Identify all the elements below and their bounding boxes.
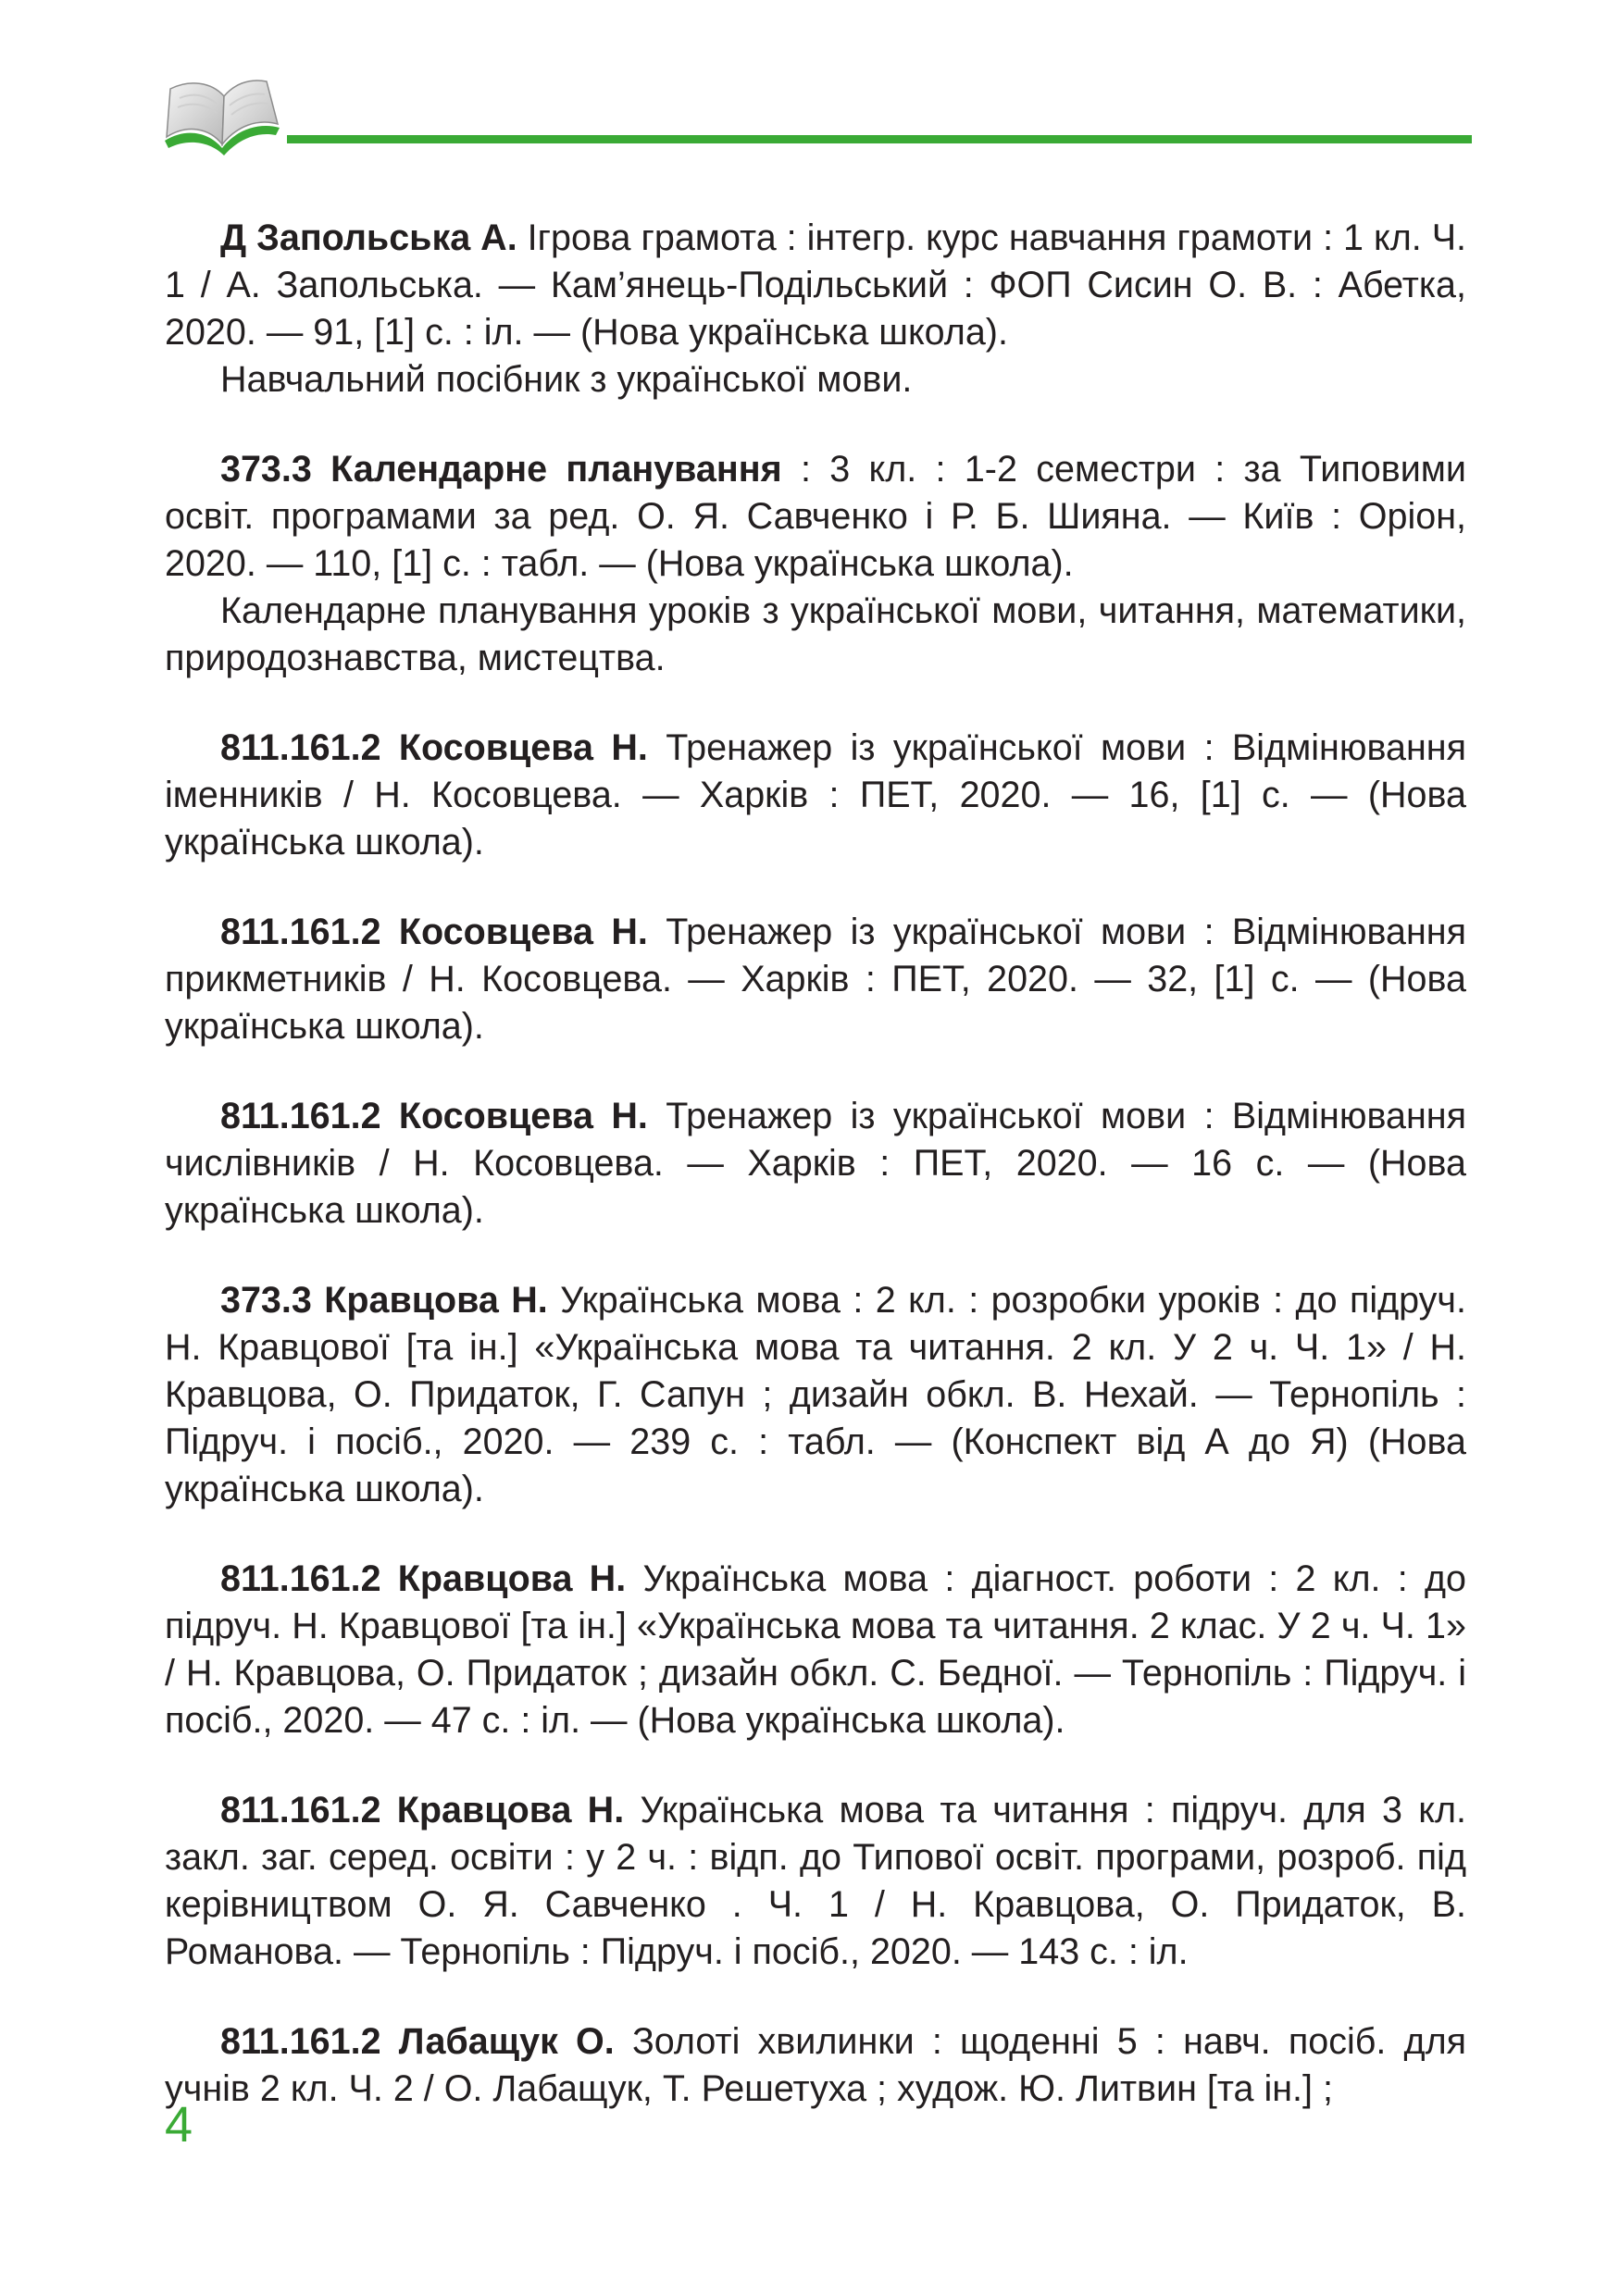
entry-text: Українська мова та читання : підруч. для 3 кл. закл. заг. серед. освіти : у 2 ч. : відп. до Типової освіт. програми, розроб. під керівництвом О. Я. Савченко . Ч. 1 / Н. Кравцова, О. Придаток, В. Романова. — Тернопіль : Підруч. і посіб., 2020. — 143 с. : іл.	[165, 1790, 1466, 1972]
entry-note: Навчальний посібник з української мови.	[220, 359, 913, 400]
entry-text: Тренажер із української мови : Відмінювання прикметників / Н. Косовцева. — Харків : ПЕТ, 2020. — 32, [1] с. — (Нова українська школа).	[165, 912, 1467, 1047]
bibliography-entry	[165, 725, 1466, 866]
bibliography-entry	[165, 215, 1466, 403]
entry-heading: 373.3 Кравцова Н.	[220, 1280, 548, 1321]
entry-text: Золоті хвилинки : щоденні 5 : навч. посіб. для учнів 2 кл. Ч. 2 / О. Лабащук, Т. Решетуха ; худож. Ю. Литвин [та ін.] ;	[165, 2021, 1467, 2109]
entry-text: Тренажер із української мови : Відмінювання числівників / Н. Косовцева. — Харків : ПЕТ, 2020. — 16 с. — (Нова українська школа).	[165, 1096, 1467, 1231]
entry-heading: 811.161.2 Кравцова Н.	[220, 1790, 625, 1831]
entry-note: Календарне планування уроків з української мови, читання, математики, природознавства, мистецтва.	[165, 590, 1466, 678]
bibliography-list	[165, 215, 1466, 2155]
bibliography-entry	[165, 446, 1466, 682]
entry-text: Українська мова : 2 кл. : розробки уроків : до підруч. Н. Кравцової [та ін.] «Українська мова та читання. 2 кл. У 2 ч. Ч. 1» / Н. Кравцова, О. Придаток, Г. Сапун ; дизайн обкл. В. Нехай. — Тернопіль : Підруч. і посіб., 2020. — 239 с. : табл. — (Конспект від А до Я) (Нова українська школа).	[165, 1280, 1466, 1509]
entry-heading: 373.3 Календарне планування	[220, 449, 782, 490]
bibliography-entry	[165, 1093, 1466, 1235]
bibliography-entry	[165, 1556, 1466, 1744]
page-header	[157, 74, 1472, 167]
header-rule	[287, 135, 1472, 143]
entry-heading: Д Запольська А.	[220, 217, 517, 258]
entry-heading: 811.161.2 Кравцова Н.	[220, 1558, 627, 1599]
bibliography-entry	[165, 1277, 1466, 1513]
bibliography-entry	[165, 909, 1466, 1050]
page-number: 4	[165, 2097, 193, 2153]
entry-text: Тренажер із української мови : Відмінювання іменників / Н. Косовцева. — Харків : ПЕТ, 2020. — 16, [1] с. — (Нова українська школа).	[165, 727, 1467, 863]
entry-text: Ігрова грамота : інтегр. курс навчання грамоти : 1 кл. Ч. 1 / А. Запольська. — Кам’янець-Подільський : ФОП Сисин О. В. : Абетка, 2020. — 91, [1] с. : іл. — (Нова українська школа).	[165, 217, 1467, 353]
bibliography-entry	[165, 1787, 1466, 1976]
entry-text: : 3 кл. : 1-2 семестри : за Типовими освіт. програмами за ред. О. Я. Савченко і Р. Б. Шияна. — Київ : Оріон, 2020. — 110, [1] с. : табл. — (Нова українська школа).	[165, 449, 1466, 584]
entry-heading: 811.161.2 Косовцева Н.	[220, 1096, 648, 1136]
entry-heading: 811.161.2 Лабащук О.	[220, 2021, 615, 2062]
bibliography-entry	[165, 2018, 1466, 2113]
entry-text: Українська мова : діагност. роботи : 2 кл. : до підруч. Н. Кравцової [та ін.] «Українська мова та читання. 2 клас. У 2 ч. Ч. 1» / Н. Кравцова, О. Придаток ; дизайн обкл. С. Бедної. — Тернопіль : Підруч. і посіб., 2020. — 47 с. : іл. — (Нова українська школа).	[165, 1558, 1466, 1741]
open-book-icon	[157, 74, 287, 167]
entry-heading: 811.161.2 Косовцева Н.	[220, 912, 648, 952]
entry-heading: 811.161.2 Косовцева Н.	[220, 727, 648, 768]
